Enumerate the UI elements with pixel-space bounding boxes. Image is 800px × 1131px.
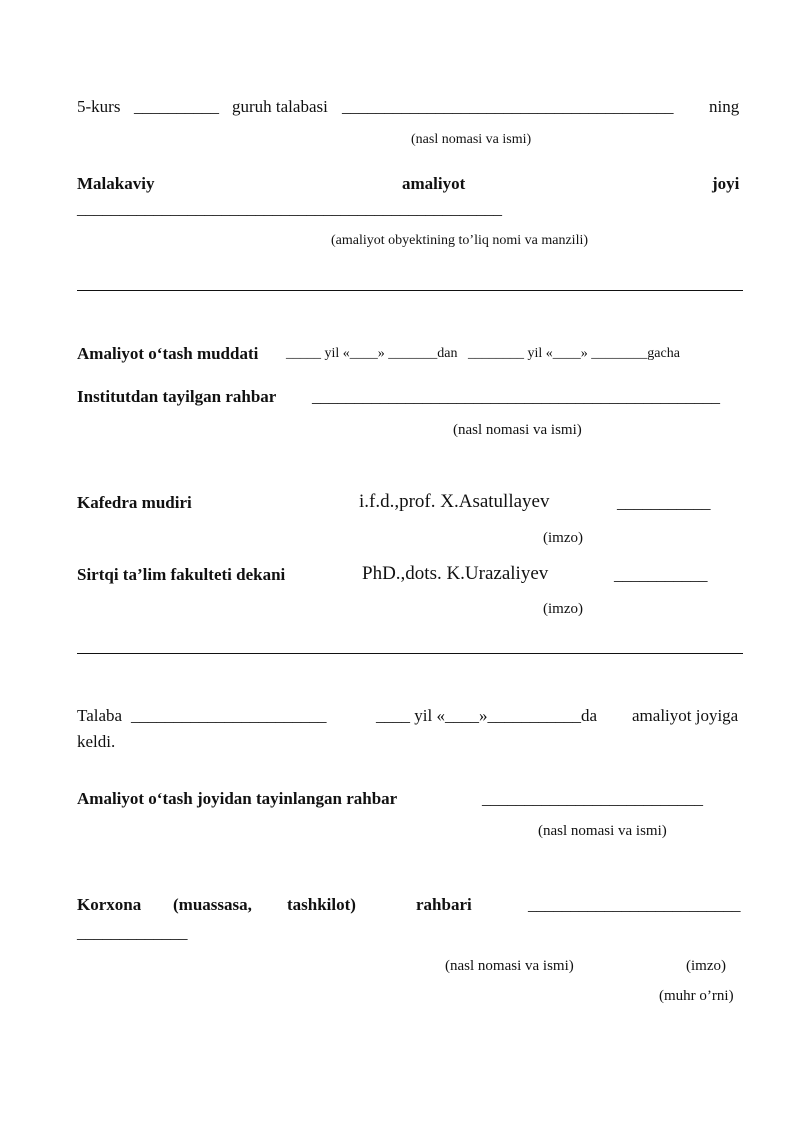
- enterprise-head-stamp-caption: (muhr o’rni): [659, 988, 734, 1004]
- supervisor-blank[interactable]: ________________________________________________: [312, 387, 720, 406]
- enterprise-head-word2: (muassasa,: [173, 895, 252, 914]
- enterprise-head-word1: Korxona: [77, 895, 142, 914]
- enterprise-head-blank-2[interactable]: _____________: [77, 923, 188, 942]
- enterprise-head-signature-caption: (imzo): [686, 958, 726, 974]
- dean-name: PhD.,dots. K.Urazaliyev: [362, 563, 549, 584]
- arrival-text: amaliyot joyiga: [632, 706, 739, 725]
- group-label: guruh talabasi: [232, 97, 328, 116]
- section-divider-2: [77, 653, 743, 654]
- group-blank[interactable]: __________: [134, 97, 219, 116]
- section-divider-1: [77, 290, 743, 291]
- dean-label: Sirtqi ta’lim fakulteti dekani: [77, 565, 286, 584]
- supervisor-caption: (nasl nomasi va ismi): [453, 422, 582, 438]
- arrival-date-blank[interactable]: ____ yil «____»___________da: [376, 706, 597, 725]
- head-of-department-signature-blank[interactable]: ___________: [617, 493, 711, 512]
- practice-place-word1: Malakaviy: [77, 174, 155, 193]
- dean-signature-blank[interactable]: ___________: [614, 565, 708, 584]
- practice-place-word2: amaliyot: [402, 174, 466, 193]
- head-of-department-name: i.f.d.,prof. X.Asatullayev: [359, 491, 550, 512]
- site-supervisor-blank[interactable]: __________________________: [482, 789, 703, 808]
- head-of-department-signature-caption: (imzo): [543, 530, 583, 546]
- site-supervisor-caption: (nasl nomasi va ismi): [538, 823, 667, 839]
- student-name-caption: (nasl nomasi va ismi): [411, 132, 532, 147]
- practice-place-word3: joyi: [712, 174, 740, 193]
- arrival-line2: keldi.: [77, 732, 116, 751]
- enterprise-head-blank-1[interactable]: _________________________: [528, 895, 741, 914]
- arrival-label: Talaba: [77, 706, 123, 725]
- student-suffix: ning: [709, 97, 740, 116]
- head-of-department-label: Kafedra mudiri: [77, 493, 192, 512]
- duration-value[interactable]: _____ yil «____» _______dan ________ yil «____» ________gacha: [286, 346, 680, 361]
- duration-label: Amaliyot o‘tash muddati: [77, 344, 259, 363]
- enterprise-head-word4: rahbari: [416, 895, 472, 914]
- arrival-student-blank[interactable]: _______________________: [131, 706, 327, 725]
- student-name-blank[interactable]: _______________________________________: [342, 97, 674, 116]
- course-label: 5-kurs: [77, 97, 121, 116]
- site-supervisor-label: Amaliyot o‘tash joyidan tayinlangan rahbar: [77, 789, 398, 808]
- practice-place-blank[interactable]: __________________________________________________: [77, 199, 502, 218]
- dean-signature-caption: (imzo): [543, 601, 583, 617]
- enterprise-head-word3: tashkilot): [287, 895, 356, 914]
- enterprise-head-name-caption: (nasl nomasi va ismi): [445, 958, 574, 974]
- supervisor-label: Institutdan tayilgan rahbar: [77, 387, 277, 406]
- practice-place-caption: (amaliyot obyektining to’liq nomi va manzili): [331, 233, 589, 248]
